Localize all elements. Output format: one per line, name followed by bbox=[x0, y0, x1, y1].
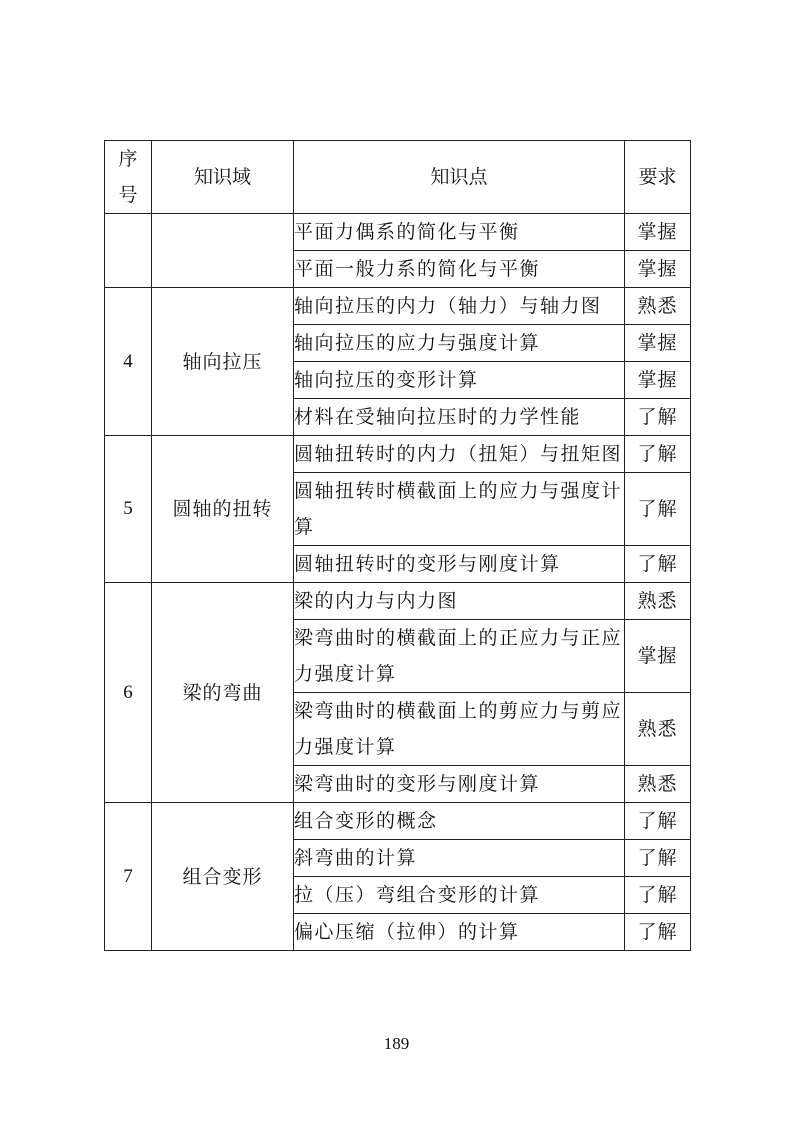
knowledge-point: 梁弯曲时的变形与刚度计算 bbox=[294, 766, 625, 803]
requirement: 掌握 bbox=[625, 620, 691, 693]
group-no: 7 bbox=[105, 803, 152, 951]
knowledge-point: 轴向拉压的变形计算 bbox=[294, 362, 625, 399]
table-row bbox=[105, 288, 691, 325]
header-no-line1: 序 bbox=[118, 148, 138, 170]
requirement: 熟悉 bbox=[625, 766, 691, 803]
group-no: 5 bbox=[105, 436, 152, 583]
requirement: 了解 bbox=[625, 473, 691, 546]
requirement: 了解 bbox=[625, 877, 691, 914]
group-domain-cell bbox=[152, 214, 294, 288]
requirement: 了解 bbox=[625, 803, 691, 840]
requirement: 熟悉 bbox=[625, 288, 691, 325]
requirement: 了解 bbox=[625, 840, 691, 877]
knowledge-point: 组合变形的概念 bbox=[294, 803, 625, 840]
requirement: 了解 bbox=[625, 914, 691, 951]
requirement: 掌握 bbox=[625, 362, 691, 399]
requirement: 熟悉 bbox=[625, 583, 691, 620]
group-domain: 轴向拉压 bbox=[152, 288, 294, 436]
requirement: 了解 bbox=[625, 546, 691, 583]
header-row bbox=[105, 141, 691, 214]
knowledge-point: 梁弯曲时的横截面上的剪应力与剪应力强度计算 bbox=[294, 693, 625, 766]
table-row bbox=[105, 436, 691, 473]
syllabus-table bbox=[104, 140, 691, 951]
knowledge-point: 圆轴扭转时的内力（扭矩）与扭矩图 bbox=[294, 436, 625, 473]
knowledge-point: 平面一般力系的简化与平衡 bbox=[294, 251, 625, 288]
knowledge-point: 轴向拉压的应力与强度计算 bbox=[294, 325, 625, 362]
header-no-line2: 号 bbox=[118, 184, 138, 206]
knowledge-point: 拉（压）弯组合变形的计算 bbox=[294, 877, 625, 914]
page-number: 189 bbox=[383, 1034, 410, 1053]
group-domain: 圆轴的扭转 bbox=[152, 436, 294, 583]
group-domain: 梁的弯曲 bbox=[152, 583, 294, 803]
header-domain: 知识域 bbox=[152, 141, 294, 214]
requirement: 掌握 bbox=[625, 214, 691, 251]
group-no-cell bbox=[105, 214, 152, 288]
knowledge-point: 圆轴扭转时的变形与刚度计算 bbox=[294, 546, 625, 583]
knowledge-point: 斜弯曲的计算 bbox=[294, 840, 625, 877]
header-req: 要求 bbox=[625, 141, 691, 214]
group-no: 4 bbox=[105, 288, 152, 436]
group-no: 6 bbox=[105, 583, 152, 803]
header-no bbox=[105, 141, 152, 214]
knowledge-point: 轴向拉压的内力（轴力）与轴力图 bbox=[294, 288, 625, 325]
table-row bbox=[105, 583, 691, 620]
requirement: 熟悉 bbox=[625, 693, 691, 766]
requirement: 掌握 bbox=[625, 251, 691, 288]
table-row bbox=[105, 803, 691, 840]
knowledge-point: 平面力偶系的简化与平衡 bbox=[294, 214, 625, 251]
table-row bbox=[105, 214, 691, 251]
knowledge-point: 梁的内力与内力图 bbox=[294, 583, 625, 620]
requirement: 了解 bbox=[625, 436, 691, 473]
requirement: 掌握 bbox=[625, 325, 691, 362]
knowledge-point: 偏心压缩（拉伸）的计算 bbox=[294, 914, 625, 951]
requirement: 了解 bbox=[625, 399, 691, 436]
header-point: 知识点 bbox=[294, 141, 625, 214]
knowledge-point: 梁弯曲时的横截面上的正应力与正应力强度计算 bbox=[294, 620, 625, 693]
knowledge-point: 材料在受轴向拉压时的力学性能 bbox=[294, 399, 625, 436]
knowledge-point: 圆轴扭转时横截面上的应力与强度计算 bbox=[294, 473, 625, 546]
group-domain: 组合变形 bbox=[152, 803, 294, 951]
